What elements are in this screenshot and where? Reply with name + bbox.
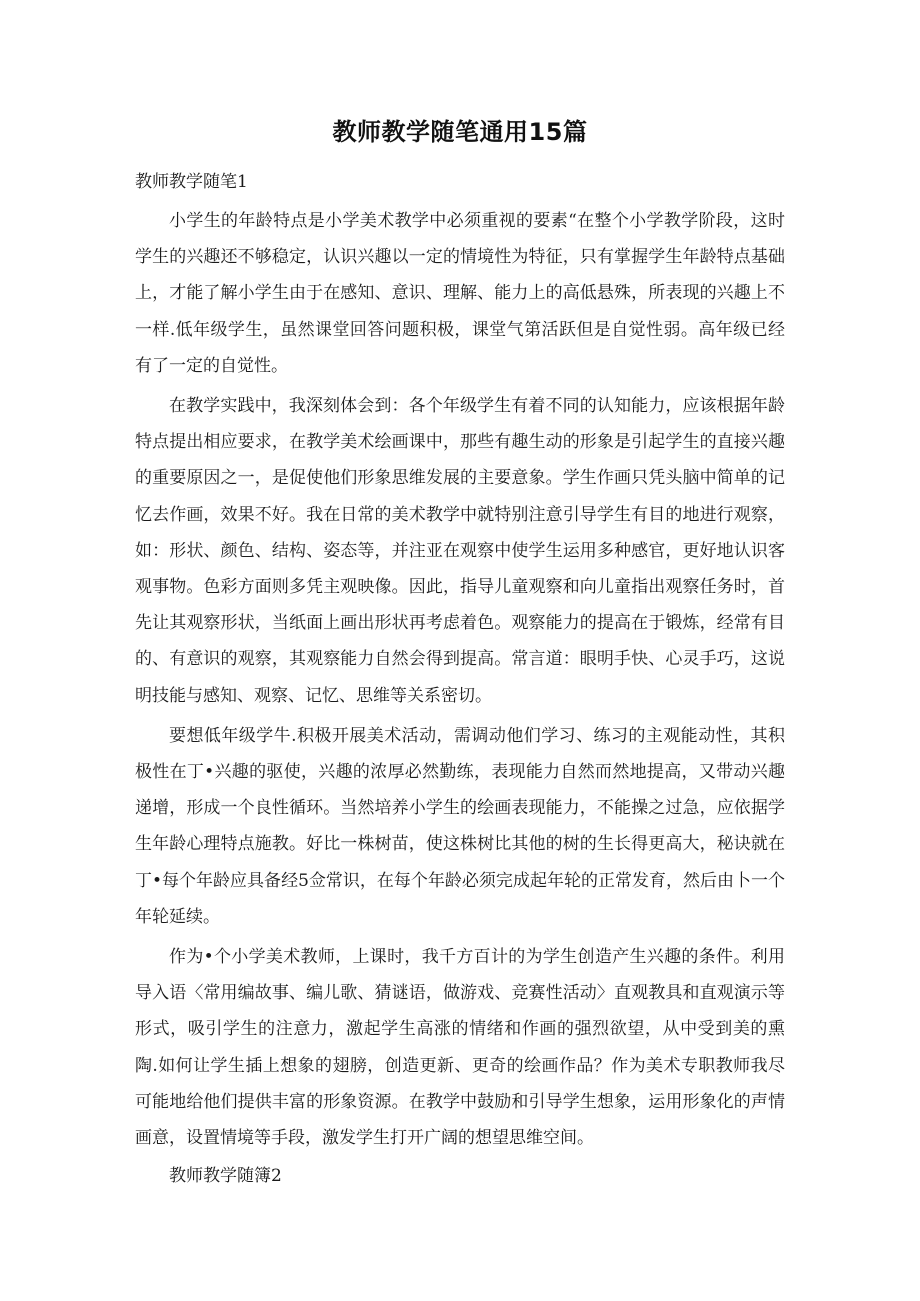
section-heading-1: 教师教学随笔1 <box>135 172 248 192</box>
paragraph-3: 要想低年级学牛.积极开展美术活动，需调动他们学习、练习的主观能动性，其积极性在丁•兴趣的驱使，兴趣的浓厚必然勤练，表现能力自然而然地提高，又带动兴趣递增，形成一个良性循环。当然培养小学生的绘画表现能力，不能操之过急，应依据学生年龄心理特点施教。好比一株树苗，使这株树比其他的树的生长得更高大，秘诀就在丁•每个年龄应具备经5佥常识，在每个年龄必须完成起年轮的正常发育，然后由卜一个年轮延续。 <box>135 725 785 927</box>
paragraph-4: 作为•个小学美术教师，上课时，我千方百计的为学生创造产生兴趣的条件。利用导入语〈常用编故事、编儿歌、猜谜语，做游戏、竞赛性活动〉直观教具和直观演示等形式，吸引学生的注意力，激起学生高涨的情绪和作画的强烈欲望，从中受到美的熏陶.如何让学生插上想象的翅膀，创造更新、更奇的绘画作品？作为美术专职教师我尽可能地给他们提供丰富的形象资源。在教学中鼓励和引导学生想象，运用形象化的声情画意，设置情境等手段，激发学生打开广阔的想望思维空间。 <box>135 947 785 1149</box>
section-heading-2: 教师教学随簿2 <box>169 1166 282 1187</box>
document-body <box>135 170 785 1197</box>
paragraph-1: 小学生的年龄特点是小学美术教学中必须重视的要素“在整个小学教学阶段，这时学生的兴趣还不够稳定，认识兴趣以一定的情境性为特征，只有掌握学生年龄特点基础上，才能了解小学生由于在感知、意识、理解、能力上的高低悬殊，所表现的兴趣上不一样.低年级学生，虽然课堂回答问题积极，课堂气第活跃但是自觉性弱。高年级已经有了一定的自觉性。 <box>135 211 785 376</box>
document-title: 教师教学随笔通用15篇 <box>332 118 588 146</box>
paragraph-2: 在教学实践中，我深刻体会到：各个年级学生有着不同的认知能力，应该根据年龄特点提出相应要求，在教学美术绘画课中，那些有趣生动的形象是引起学生的直接兴趣的重要原因之一，是促使他们形象思维发展的主要意象。学生作画只凭头脑中简单的记忆去作画，效果不好。我在日常的美术教学中就特别注意引导学生有目的地进行观察，如：形状、颜色、结构、姿态等，并注亚在观察中使学生运用多种感官，更好地认识客观事物。色彩方面则多凭主观映像。因此，指导儿童观察和向儿童指出观察任务时，首先让其观察形状，当纸面上画出形状再考虑着色。观察能力的提高在于锻炼，经常有目的、有意识的观察，其观察能力自然会得到提高。常言道：眼明手快、心灵手巧，这说明技能与感知、观察、记忆、思维等关系密切。 <box>135 396 785 706</box>
